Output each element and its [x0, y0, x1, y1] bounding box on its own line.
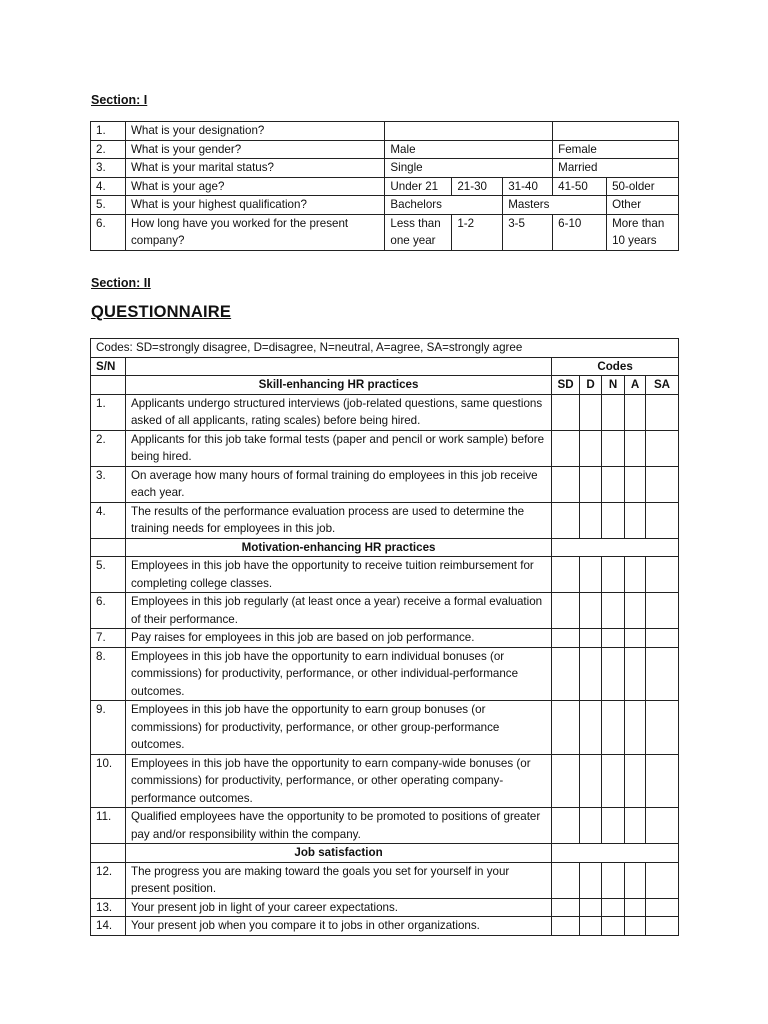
question-row: [91, 647, 679, 701]
question-text: What is your designation?: [125, 122, 384, 141]
answer-cell-d[interactable]: [580, 917, 602, 936]
code-header-a: A: [625, 376, 646, 395]
answer-cell-d[interactable]: [580, 430, 602, 466]
section-2-label: Section: II: [91, 276, 151, 290]
question-text: Applicants for this job take formal tests (paper and pencil or work sample) before being hired.: [125, 430, 551, 466]
answer-cell-sa[interactable]: [645, 430, 678, 466]
answer-cell-a[interactable]: [625, 629, 646, 648]
table-row: [91, 140, 679, 159]
answer-cell-a[interactable]: [625, 557, 646, 593]
question-row: [91, 502, 679, 538]
row-number: 14.: [91, 917, 126, 936]
answer-cell-n[interactable]: [602, 466, 625, 502]
question-row: [91, 629, 679, 648]
question-text: Pay raises for employees in this job are based on job performance.: [125, 629, 551, 648]
answer-cell-a[interactable]: [625, 754, 646, 808]
question-row: [91, 701, 679, 755]
answer-cell-sd[interactable]: [552, 898, 580, 917]
answer-cell-n[interactable]: [602, 502, 625, 538]
code-header-sd: SD: [552, 376, 580, 395]
answer-cell-sa[interactable]: [645, 557, 678, 593]
option-cell[interactable]: Under 21: [385, 177, 452, 196]
answer-cell-sd[interactable]: [552, 593, 580, 629]
row-number: 9.: [91, 701, 126, 755]
question-text: What is your highest qualification?: [125, 196, 384, 215]
answer-cell-n[interactable]: [602, 808, 625, 844]
question-text: How long have you worked for the present company?: [125, 214, 384, 250]
answer-cell-n[interactable]: [602, 629, 625, 648]
table-row: [91, 196, 679, 215]
answer-cell-a[interactable]: [625, 647, 646, 701]
group-heading-row: [91, 538, 679, 557]
answer-cell-sd[interactable]: [552, 430, 580, 466]
option-cell[interactable]: 6-10: [553, 214, 607, 250]
table-row: [91, 159, 679, 178]
option-cell[interactable]: Less than one year: [385, 214, 452, 250]
answer-cell-d[interactable]: [580, 898, 602, 917]
question-row: [91, 754, 679, 808]
question-text: Your present job when you compare it to jobs in other organizations.: [125, 917, 551, 936]
table-row: [91, 177, 679, 196]
question-row: [91, 862, 679, 898]
question-text: Employees in this job have the opportunity to earn group bonuses (or commissions) for productivity, performance, or other group-performance outcomes.: [125, 701, 551, 755]
answer-cell-d[interactable]: [580, 593, 602, 629]
option-cell[interactable]: 21-30: [452, 177, 503, 196]
option-cell[interactable]: Female: [553, 140, 679, 159]
question-text: Employees in this job have the opportunity to earn company-wide bonuses (or commissions) for productivity, performance, or other operating company-performance outcomes.: [125, 754, 551, 808]
answer-cell-sd[interactable]: [552, 917, 580, 936]
question-text: What is your gender?: [125, 140, 384, 159]
answer-cell-n[interactable]: [602, 430, 625, 466]
codes-header: Codes: [552, 357, 679, 376]
group-heading: Job satisfaction: [125, 844, 551, 863]
question-row: [91, 394, 679, 430]
question-row: [91, 466, 679, 502]
blank-cell: [552, 844, 679, 863]
question-row: [91, 808, 679, 844]
answer-cell-sa[interactable]: [645, 754, 678, 808]
answer-cell-d[interactable]: [580, 754, 602, 808]
row-number: 11.: [91, 808, 126, 844]
answer-cell-sa[interactable]: [645, 629, 678, 648]
row-number: 12.: [91, 862, 126, 898]
row-number: 4.: [91, 177, 126, 196]
answer-cell-sd[interactable]: [552, 808, 580, 844]
answer-cell-sa[interactable]: [645, 593, 678, 629]
group-heading: Motivation-enhancing HR practices: [125, 538, 551, 557]
blank-cell: [552, 538, 679, 557]
row-number: 1.: [91, 394, 126, 430]
row-number: 6.: [91, 214, 126, 250]
answer-cell-sd[interactable]: [552, 394, 580, 430]
group-heading-row: [91, 844, 679, 863]
code-header-d: D: [580, 376, 602, 395]
answer-cell-sa[interactable]: [645, 466, 678, 502]
row-number: 1.: [91, 122, 126, 141]
answer-cell-sa[interactable]: [645, 701, 678, 755]
answer-cell-a[interactable]: [625, 430, 646, 466]
codes-legend-row: [91, 339, 679, 358]
questionnaire-body: [91, 376, 679, 936]
answer-cell-n[interactable]: [602, 394, 625, 430]
answer-cell-a[interactable]: [625, 502, 646, 538]
option-cell[interactable]: 31-40: [503, 177, 553, 196]
answer-cell-sd[interactable]: [552, 701, 580, 755]
answer-cell-n[interactable]: [602, 754, 625, 808]
option-cell[interactable]: 50-older: [607, 177, 679, 196]
answer-cell-sa[interactable]: [645, 862, 678, 898]
question-text: Your present job in light of your career expectations.: [125, 898, 551, 917]
row-number: 3.: [91, 466, 126, 502]
row-number: 5.: [91, 557, 126, 593]
blank-cell: [91, 538, 126, 557]
blank-cell: [91, 376, 126, 395]
questionnaire-title: QUESTIONNAIRE: [91, 303, 232, 321]
answer-cell-sa[interactable]: [645, 917, 678, 936]
row-number: 2.: [91, 140, 126, 159]
answer-cell-a[interactable]: [625, 898, 646, 917]
answer-cell-sa[interactable]: [645, 502, 678, 538]
answer-cell-n[interactable]: [602, 701, 625, 755]
question-row: [91, 557, 679, 593]
answer-cell-a[interactable]: [625, 466, 646, 502]
question-row: [91, 898, 679, 917]
table-row: [91, 122, 679, 141]
answer-cell-a[interactable]: [625, 917, 646, 936]
row-number: 6.: [91, 593, 126, 629]
question-text: Employees in this job have the opportunity to earn individual bonuses (or commissions) for productivity, performance, or other individual-performance outcomes.: [125, 647, 551, 701]
answer-cell-n[interactable]: [602, 898, 625, 917]
blank-cell: [553, 122, 679, 141]
question-row: [91, 917, 679, 936]
answer-cell-a[interactable]: [625, 808, 646, 844]
code-header-n: N: [602, 376, 625, 395]
answer-cell-sd[interactable]: [552, 466, 580, 502]
group-heading-row: [91, 376, 679, 395]
answer-cell-d[interactable]: [580, 808, 602, 844]
section-1-label: Section: I: [91, 93, 148, 107]
answer-cell-a[interactable]: [625, 862, 646, 898]
answer-cell-n[interactable]: [602, 862, 625, 898]
option-cell[interactable]: Married: [553, 159, 679, 178]
question-text: On average how many hours of formal training do employees in this job receive each year.: [125, 466, 551, 502]
blank-cell: [91, 844, 126, 863]
option-cell[interactable]: 3-5: [503, 214, 553, 250]
header-row: [91, 357, 679, 376]
answer-cell-d[interactable]: [580, 394, 602, 430]
question-text: Applicants undergo structured interviews (job-related questions, same questions asked of all applicants, rating scales) before being hired.: [125, 394, 551, 430]
question-row: [91, 593, 679, 629]
answer-cell-d[interactable]: [580, 466, 602, 502]
question-text: Employees in this job have the opportunity to receive tuition reimbursement for completing college classes.: [125, 557, 551, 593]
row-number: 4.: [91, 502, 126, 538]
question-text: Employees in this job regularly (at least once a year) receive a formal evaluation of their performance.: [125, 593, 551, 629]
answer-cell-sa[interactable]: [645, 394, 678, 430]
answer-cell-sd[interactable]: [552, 754, 580, 808]
answer-cell-d[interactable]: [580, 701, 602, 755]
answer-cell-d[interactable]: [580, 862, 602, 898]
option-cell[interactable]: Masters: [503, 196, 607, 215]
group-heading: Skill-enhancing HR practices: [125, 376, 551, 395]
answer-cell-d[interactable]: [580, 629, 602, 648]
answer-cell-a[interactable]: [625, 394, 646, 430]
code-header-sa: SA: [645, 376, 678, 395]
question-text: What is your age?: [125, 177, 384, 196]
option-cell[interactable]: Single: [385, 159, 553, 178]
option-cell[interactable]: Male: [385, 140, 553, 159]
answer-cell-sd[interactable]: [552, 629, 580, 648]
answer-cell-sd[interactable]: [552, 557, 580, 593]
row-number: 10.: [91, 754, 126, 808]
row-number: 3.: [91, 159, 126, 178]
codes-legend: Codes: SD=strongly disagree, D=disagree, N=neutral, A=agree, SA=strongly agree: [91, 339, 679, 358]
designation-answer-cell[interactable]: [385, 122, 553, 141]
option-cell[interactable]: Other: [607, 196, 679, 215]
row-number: 5.: [91, 196, 126, 215]
answer-cell-a[interactable]: [625, 593, 646, 629]
row-number: 2.: [91, 430, 126, 466]
option-cell[interactable]: Bachelors: [385, 196, 503, 215]
row-number: 13.: [91, 898, 126, 917]
sn-header: S/N: [91, 357, 126, 376]
question-text: The progress you are making toward the goals you set for yourself in your present position.: [125, 862, 551, 898]
row-number: 8.: [91, 647, 126, 701]
answer-cell-sa[interactable]: [645, 808, 678, 844]
row-number: 7.: [91, 629, 126, 648]
answer-cell-n[interactable]: [602, 557, 625, 593]
blank-header: [125, 357, 551, 376]
answer-cell-n[interactable]: [602, 647, 625, 701]
question-text: Qualified employees have the opportunity to be promoted to positions of greater pay and/or responsibility within the company.: [125, 808, 551, 844]
table-row: [91, 214, 679, 250]
questionnaire-table: [90, 338, 679, 936]
answer-cell-a[interactable]: [625, 701, 646, 755]
option-cell[interactable]: 41-50: [553, 177, 607, 196]
demographics-table: [90, 121, 679, 251]
option-cell[interactable]: More than 10 years: [607, 214, 679, 250]
answer-cell-sa[interactable]: [645, 898, 678, 917]
answer-cell-n[interactable]: [602, 593, 625, 629]
answer-cell-d[interactable]: [580, 647, 602, 701]
answer-cell-d[interactable]: [580, 502, 602, 538]
answer-cell-sd[interactable]: [552, 502, 580, 538]
question-text: What is your marital status?: [125, 159, 384, 178]
question-text: The results of the performance evaluation process are used to determine the training needs for employees in this job.: [125, 502, 551, 538]
answer-cell-sa[interactable]: [645, 647, 678, 701]
answer-cell-sd[interactable]: [552, 862, 580, 898]
option-cell[interactable]: 1-2: [452, 214, 503, 250]
answer-cell-sd[interactable]: [552, 647, 580, 701]
answer-cell-n[interactable]: [602, 917, 625, 936]
question-row: [91, 430, 679, 466]
answer-cell-d[interactable]: [580, 557, 602, 593]
